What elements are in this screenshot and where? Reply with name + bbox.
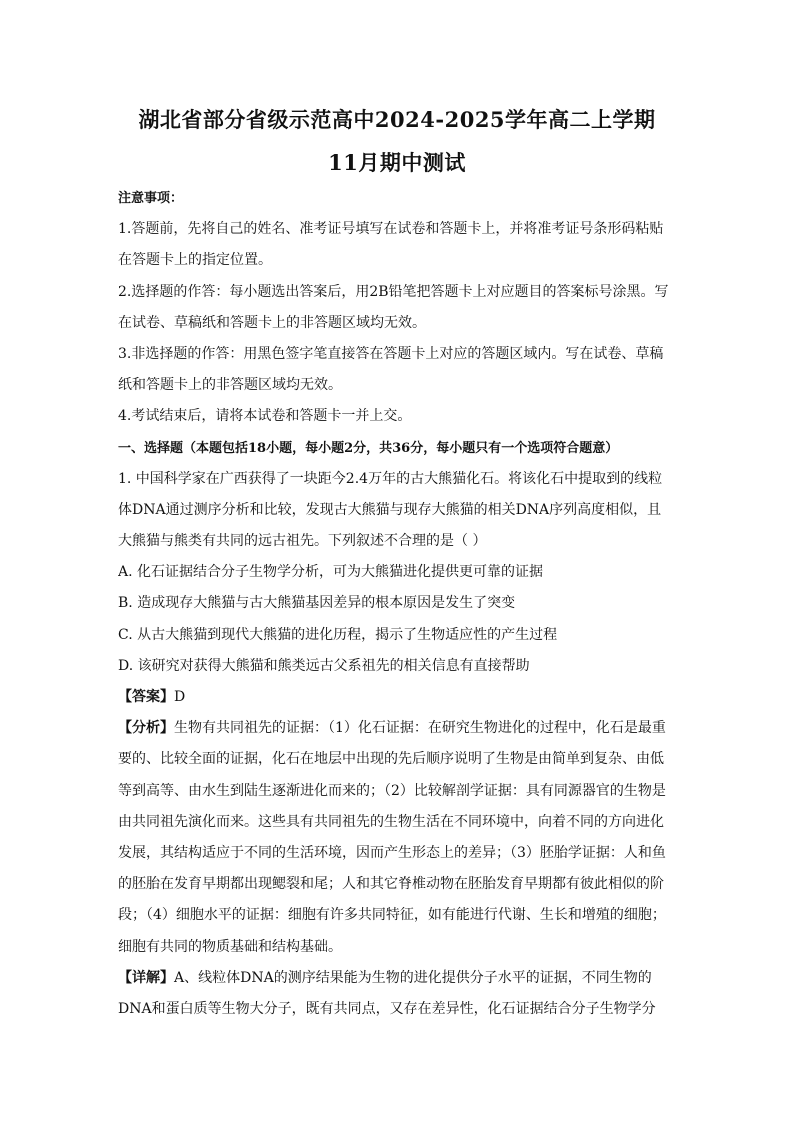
document-title-line2: 11月期中测试 [328, 150, 466, 175]
question-1-stem-line-1: 1. 中国科学家在广西获得了一块距今2.4万年的古大熊猫化石。将该化石中提取到的线粒 [118, 470, 663, 487]
analysis-text: 生物有共同祖先的证据：（1）化石证据：在研究生物进化的过程中，化石是最重 [174, 720, 666, 737]
question-1-analysis-line-4: 由共同祖先演化而来。这些具有共同祖先的生物生活在不同环境中，向着不同的方向进化 [118, 813, 664, 830]
document-title-line1: 湖北省部分省级示范高中2024-2025学年高二上学期 [138, 107, 656, 132]
notice-item-3-line-1: 3.非选择题的作答：用黑色签字笔直接答在答题卡上对应的答题区域内。写在试卷、草稿 [118, 345, 664, 362]
question-1-detail-line-1 [118, 963, 678, 994]
answer-label: 【答案】 [118, 689, 174, 705]
question-1-stem-line-2: 体DNA通过测序分析和比较，发现古大熊猫与现存大熊猫的相关DNA序列高度相似，且 [118, 501, 662, 518]
question-1-answer [118, 682, 678, 713]
notice-heading: 注意事项： [118, 191, 184, 206]
notice-item-4: 4.考试结束后，请将本试卷和答题卡一并上交。 [118, 408, 412, 425]
detail-text: A、线粒体DNA的测序结果能为生物的进化提供分子水平的证据，不同生物的 [174, 969, 652, 986]
notice-item-1-line-2: 在答题卡上的指定位置。 [118, 252, 272, 269]
document-body [118, 183, 678, 1025]
question-1-detail-line-2: DNA和蛋白质等生物大分子，既有共同点，又存在差异性，化石证据结合分子生物学分 [118, 1000, 656, 1017]
question-1-analysis-line-1 [118, 713, 678, 744]
question-1-analysis-line-3: 等到高等、由水生到陆生逐渐进化而来的；（2）比较解剖学证据：具有同源器官的生物是 [118, 782, 666, 799]
question-1-analysis-line-8: 细胞有共同的物质基础和结构基础。 [118, 938, 342, 955]
notice-item-3-line-2: 纸和答题卡上的非答题区域均无效。 [118, 377, 342, 394]
notice-item-2-line-1: 2.选择题的作答：每小题选出答案后，用2B铅笔把答题卡上对应题目的答案标号涂黑。写 [118, 283, 669, 300]
detail-label: 【详解】 [118, 969, 174, 986]
question-1-option-b: B. 造成现存大熊猫与古大熊猫基因差异的根本原因是发生了突变 [118, 595, 516, 612]
question-1-analysis-line-6: 的胚胎在发育早期都出现鳃裂和尾；人和其它脊椎动物在胚胎发育早期都有彼此相似的阶 [118, 876, 664, 893]
question-1-analysis-line-5: 发展，其结构适应于不同的生活环境，因而产生形态上的差异；（3）胚胎学证据：人和鱼 [118, 844, 666, 861]
question-1-analysis-line-7: 段；（4）细胞水平的证据：细胞有许多共同特征，如有能进行代谢、生长和增殖的细胞； [118, 907, 666, 924]
question-1-analysis-line-2: 要的、比较全面的证据，化石在地层中出现的先后顺序说明了生物是由简单到复杂、由低 [118, 751, 664, 768]
question-1-option-c: C. 从古大熊猫到现代大熊猫的进化历程，揭示了生物适应性的产生过程 [118, 626, 558, 643]
notice-item-2-line-2: 在试卷、草稿纸和答题卡上的非答题区域均无效。 [118, 314, 426, 331]
answer-value: D [174, 689, 186, 705]
question-1-option-d: D. 该研究对获得大熊猫和熊类远古父系祖先的相关信息有直接帮助 [118, 657, 530, 674]
question-1-option-a: A. 化石证据结合分子生物学分析，可为大熊猫进化提供更可靠的证据 [118, 564, 544, 581]
analysis-label: 【分析】 [118, 720, 174, 737]
question-1-stem-line-3: 大熊猫与熊类有共同的远古祖先。下列叙述不合理的是（ ） [118, 533, 487, 550]
notice-item-1-line-1: 1.答题前，先将自己的姓名、准考证号填写在试卷和答题卡上，并将准考证号条形码粘贴 [118, 221, 664, 238]
section-heading-choice: 一、选择题（本题包括18小题，每小题2分，共36分，每小题只有一个选项符合题意） [118, 440, 619, 456]
